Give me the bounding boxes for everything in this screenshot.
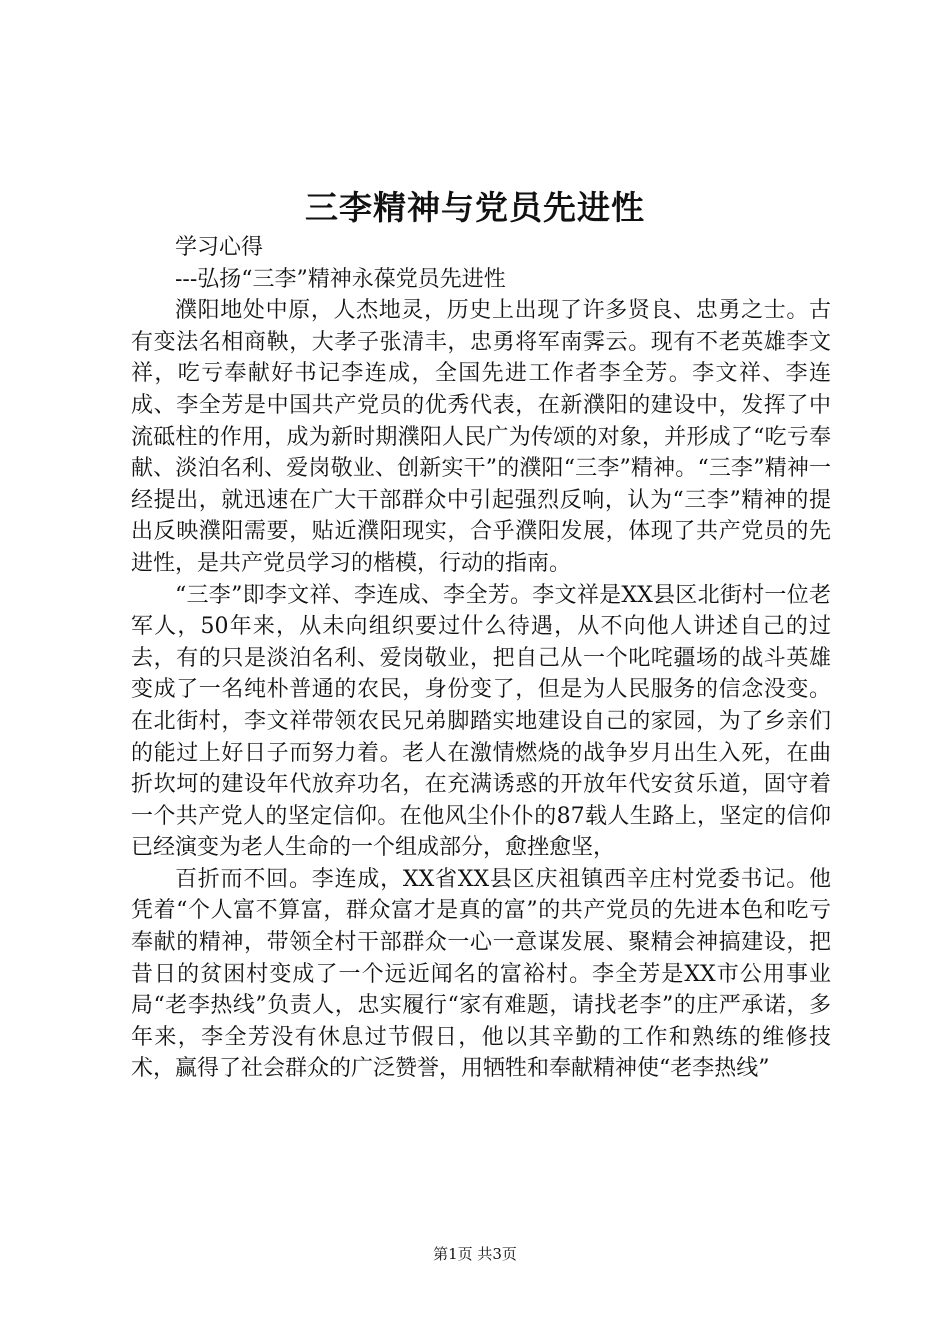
subtitle-study-notes: 学习心得 <box>175 235 264 260</box>
paragraph-li-wenxiang: “三李”即李文祥、李连成、李全芳。李文祥是XX县区北街村一位老军人，50年来，从未向组织要过什么待遇，从不向他人讲述自己的过去，有的只是淡泊名利、爱岗敬业，把自己从一个叱咤疆场的战斗英雄变成了一名纯朴普通的农民，身份变了，但是为人民服务的信念没变。在北街村，李文祥带领农民兄弟脚踏实地建设自己的家园，为了乡亲们的能过上好日子而努力着。老人在激情燃烧的战争岁月出生入死，在曲折坎坷的建设年代放弃功名，在充满诱惑的开放年代安贫乐道，固守着一个共产党人的坚定信仰。在他风尘仆仆的87载人生路上，坚定的信仰已经演变为老人生命的一个组成部分，愈挫愈坚， <box>131 582 831 861</box>
subtitle-theme: ---弘扬“三李”精神永葆党员先进性 <box>175 266 506 292</box>
document-body <box>131 232 831 1085</box>
paragraph-intro: 濮阳地处中原，人杰地灵，历史上出现了许多贤良、忠勇之士。古有变法名相商鞅，大孝子张清丰，忠勇将军南霁云。现有不老英雄李文祥，吃亏奉献好书记李连成，全国先进工作者李全芳。李文祥、李连成、李全芳是中国共产党员的优秀代表，在新濮阳的建设中，发挥了中流砥柱的作用，成为新时期濮阳人民广为传颂的对象，并形成了“吃亏奉献、淡泊名利、爱岗敬业、创新实干”的濮阳“三李”精神。“三李”精神一经提出，就迅速在广大干部群众中引起强烈反响，认为“三李”精神的提出反映濮阳需要，贴近濮阳现实，合乎濮阳发展，体现了共产党员的先进性，是共产党员学习的楷模，行动的指南。 <box>131 298 831 576</box>
paragraph-li-liancheng: 百折而不回。李连成，XX省XX县区庆祖镇西辛庄村党委书记。他凭着“个人富不算富，群众富才是真的富”的共产党员的先进本色和吃亏奉献的精神，带领全村干部群众一心一意谋发展、聚精会神搞建设，把昔日的贫困村变成了一个远近闻名的富裕村。李全芳是XX市公用事业局“老李热线”负责人，忠实履行“家有难题，请找老李”的庄严承诺，多年来，李全芳没有休息过节假日，他以其辛勤的工作和熟练的维修技术，赢得了社会群众的广泛赞誉，用牺牲和奉献精神使“老李热线” <box>131 866 831 1082</box>
document-title: 三李精神与党员先进性 <box>305 188 645 227</box>
page-footer: 第1页 共3页 <box>433 1245 517 1263</box>
